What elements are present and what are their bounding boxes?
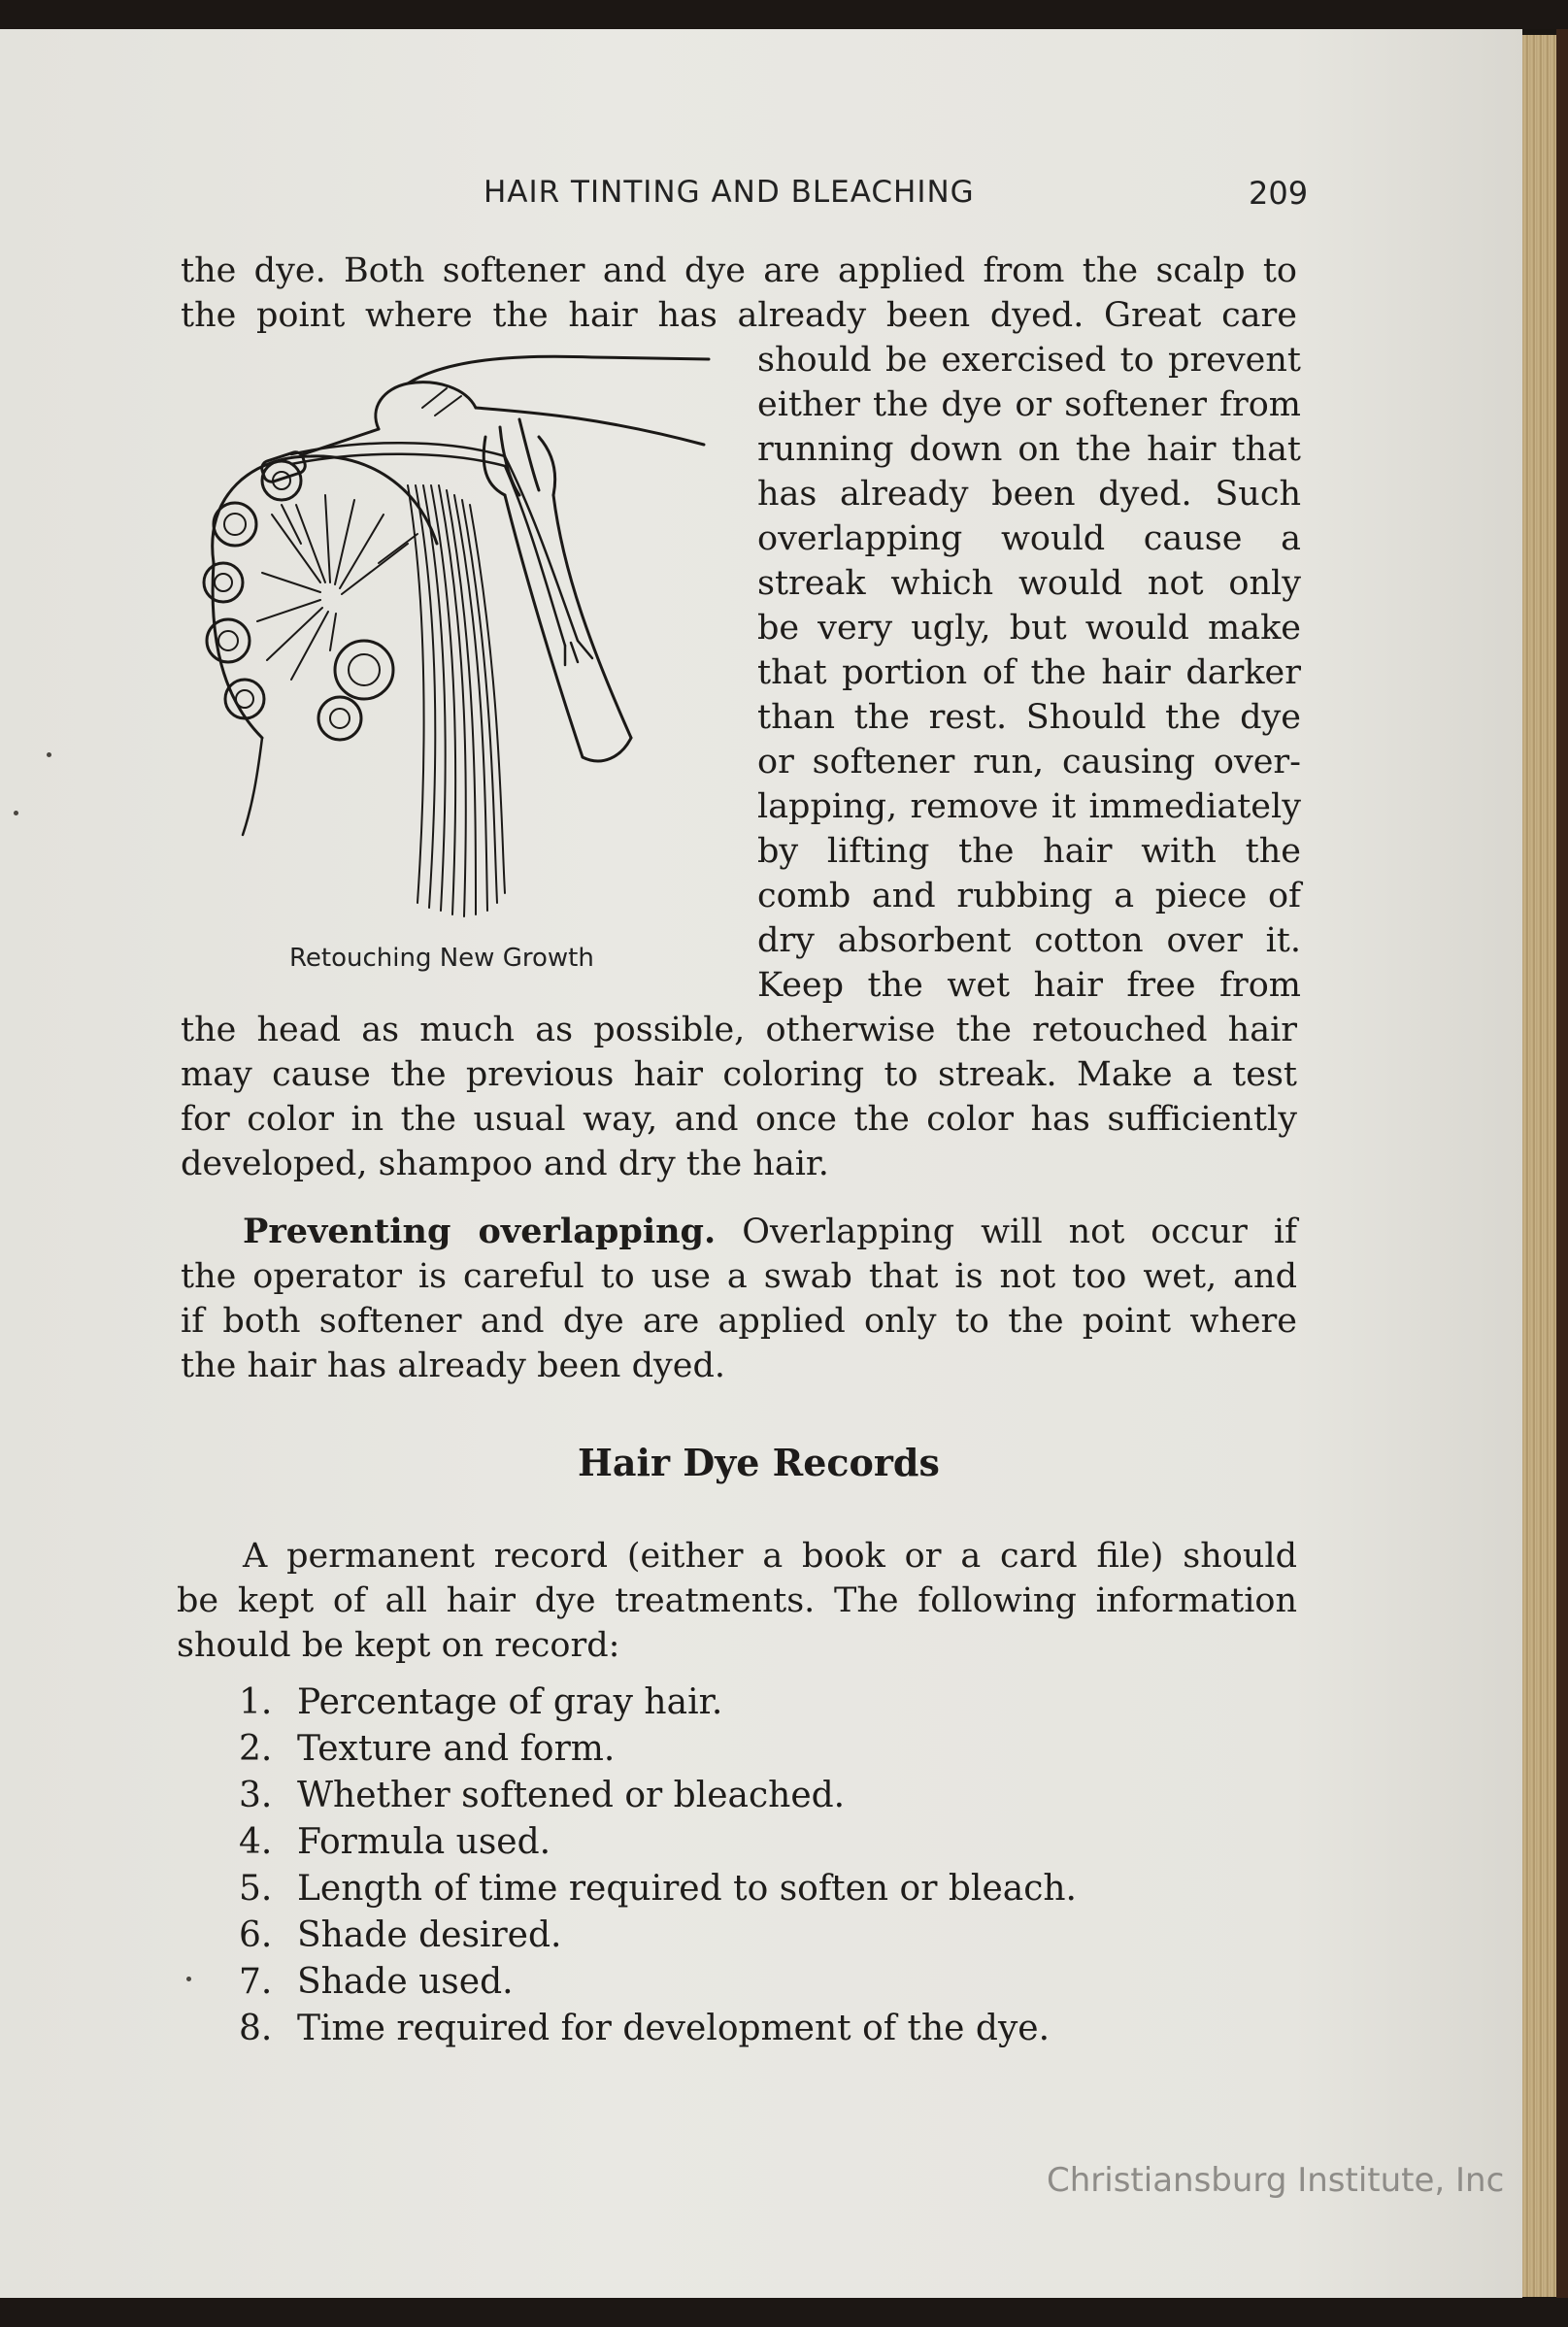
section-heading: Hair Dye Records [578, 1441, 940, 1484]
list-item: 5. Length of time required to soften or bleach. [239, 1869, 1078, 1909]
body-line-continuation: Overlapping will not occur if [716, 1213, 1297, 1251]
figure-caption: Retouching New Growth [289, 944, 594, 973]
list-item: 8. Time required for development of the dye. [239, 2009, 1051, 2048]
page-edges [1522, 35, 1556, 2297]
body-line: if both softener and dye are applied only to the point where [181, 1302, 1297, 1341]
body-line: or softener run, causing over- [757, 743, 1301, 781]
body-line: overlapping would cause a [757, 519, 1301, 558]
records-list [239, 1679, 1077, 2052]
body-line: by lifting the hair with the [757, 832, 1301, 871]
paper-speck [47, 752, 51, 757]
page-number: 209 [1249, 175, 1309, 212]
body-line: dry absorbent cotton over it. [757, 921, 1301, 960]
list-item: 7. Shade used. [239, 1962, 514, 2002]
list-item: 6. Shade desired. [239, 1915, 562, 1955]
body-line: developed, shampoo and dry the hair. [181, 1145, 829, 1183]
body-line: may cause the previous hair coloring to streak. Make a test [181, 1055, 1297, 1094]
book-cover-edge [1556, 29, 1568, 2327]
body-line: streak which would not only [757, 564, 1301, 603]
body-line: that portion of the hair darker [757, 653, 1301, 692]
body-line: should be kept on record: [177, 1626, 620, 1665]
body-line: the hair has already been dyed. [181, 1346, 725, 1385]
paper-speck [14, 811, 18, 815]
body-line: has already been dyed. Such [757, 475, 1301, 514]
body-line: the point where the hair has already been dyed. Great care [181, 296, 1297, 335]
body-line: should be exercised to prevent [757, 341, 1301, 380]
body-line: be kept of all hair dye treatments. The following information [177, 1581, 1297, 1620]
body-line: A permanent record (either a book or a card file) should [243, 1537, 1297, 1576]
list-item: 3. Whether softened or bleached. [239, 1776, 846, 1815]
body-line [181, 1210, 1297, 1254]
body-line: comb and rubbing a piece of [757, 877, 1301, 915]
body-line: for color in the usual way, and once the color has sufficiently [181, 1100, 1297, 1139]
list-item: 4. Formula used. [239, 1822, 551, 1862]
body-line: the head as much as possible, otherwise the retouched hair [181, 1011, 1297, 1049]
paper-speck [186, 1977, 191, 1981]
scan-bottom-border [0, 2298, 1568, 2327]
body-line: Keep the wet hair free from [757, 966, 1301, 1005]
body-line: the operator is careful to use a swab that is not too wet, and [181, 1257, 1297, 1296]
running-title: HAIR TINTING AND BLEACHING [484, 175, 975, 210]
scan-top-border [0, 0, 1568, 29]
body-line: the dye. Both softener and dye are applied from the scalp to [181, 251, 1297, 290]
list-item: 2. Texture and form. [239, 1729, 616, 1769]
run-in-heading: Preventing overlapping. [243, 1212, 717, 1251]
list-item: 1. Percentage of gray hair. [239, 1682, 723, 1722]
body-line: be very ugly, but would make [757, 609, 1301, 648]
body-line: lapping, remove it immediately [757, 787, 1301, 826]
watermark: Christiansburg Institute, Inc [1047, 2161, 1505, 2200]
body-line: either the dye or softener from [757, 385, 1301, 424]
hair-retouching-illustration [184, 349, 728, 932]
body-line: running down on the hair that [757, 430, 1301, 469]
body-line: than the rest. Should the dye [757, 698, 1301, 737]
